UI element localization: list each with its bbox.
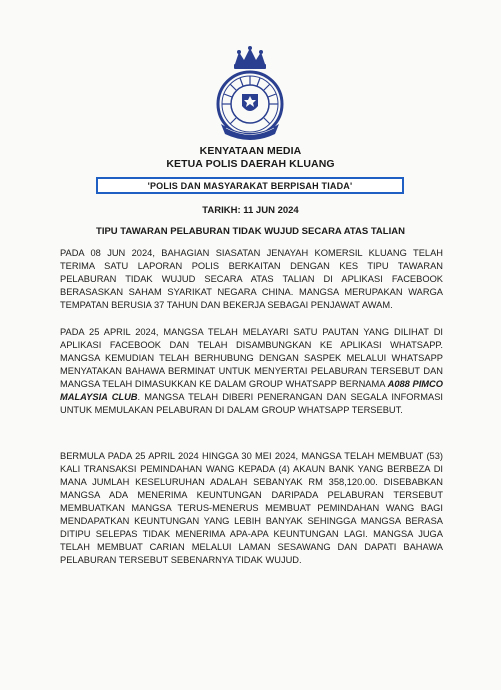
paragraph-2 bbox=[60, 326, 443, 417]
media-statement-heading: KENYATAAN MEDIA bbox=[199, 145, 302, 157]
paragraph-2-text-a: PADA 25 APRIL 2024, MANGSA TELAH MELAYARI SATU PAUTAN YANG DILIHAT DI APLIKASI FACEBOOK DAN TELAH DISAMBUNGKAN KE APLIKASI WHATSAPP. MANGSA KEMUDIAN TELAH BERHUBUNG DENGAN SASPEK MELALUI WHATSAPP MENYATAKAN BAHAWA BERMINAT UNTUK MENYERTAI PELABURAN TERSEBUT DAN MANGSA TELAH DIMASUKKAN KE DALAM GROUP WHATSAPP BERNAMA bbox=[60, 327, 443, 389]
statement-title: TIPU TAWARAN PELABURAN TIDAK WUJUD SECARA ATAS TALIAN bbox=[96, 226, 405, 237]
paragraph-1: PADA 08 JUN 2024, BAHAGIAN SIASATAN JENAYAH KOMERSIL KLUANG TELAH TERIMA SATU LAPORAN POLIS BERKAITAN DENGAN KES TIPU TAWARAN PELABURAN TIDAK WUJUD SECARA ATAS TALIAN DI APLIKASI FACEBOOK BERASASKAN SAHAM SYARIKAT NEGARA CHINA. MANGSA MERUPAKAN WARGA TEMPATAN BERUSIA 37 TAHUN DAN BEKERJA SEBAGAI PENJAWAT AWAM. bbox=[60, 248, 443, 310]
whatsapp-group-name: A088 PIMCO MALAYSIA CLUB bbox=[60, 379, 443, 402]
motto-banner bbox=[96, 177, 404, 194]
paragraph-2-text-b: . MANGSA TELAH DIBERI PENERANGAN DAN SEGALA INFORMASI UNTUK MEMULAKAN PELABURAN DI DALAM GROUP WHATSAPP TERSEBUT. bbox=[60, 392, 443, 415]
district-police-chief-heading: KETUA POLIS DAERAH KLUANG bbox=[166, 158, 335, 170]
paragraph-3: BERMULA PADA 25 APRIL 2024 HINGGA 30 MEI 2024, MANGSA TELAH MEMBUAT (53) KALI TRANSAKSI PEMINDAHAN WANG KEPADA (4) AKAUN BANK YANG BERBEZA DI MANA JUMLAH KESELURUHAN ADALAH SEBANYAK RM 358,120.00. DISEBABKAN MANGSA ADA MENERIMA KEUNTUNGAN DARIPADA PELABURAN TERSEBUT MEMBUATKAN MANGSA TERUS-MENERUS MEMBUAT PEMINDAHAN WANG BAGI MENDAPATKAN KEUNTUNGAN YANG LEBIH BANYAK SEHINGGA MANGSA BERASA DITIPU SELEPAS TIDAK MENERIMA APA-APA KEUNTUNGAN LAGI. MANGSA JUGA TELAH MEMBUAT CARIAN MELALUI LAMAN SESAWANG DAN DAPATI BAHAWA PELABURAN TERSEBUT SEBENARNYA TIDAK WUJUD. bbox=[60, 451, 443, 565]
police-crest-logo bbox=[207, 46, 293, 140]
date-line: TARIKH: 11 JUN 2024 bbox=[202, 205, 299, 216]
motto-text: 'POLIS DAN MASYARAKAT BERPISAH TIADA' bbox=[98, 179, 402, 192]
